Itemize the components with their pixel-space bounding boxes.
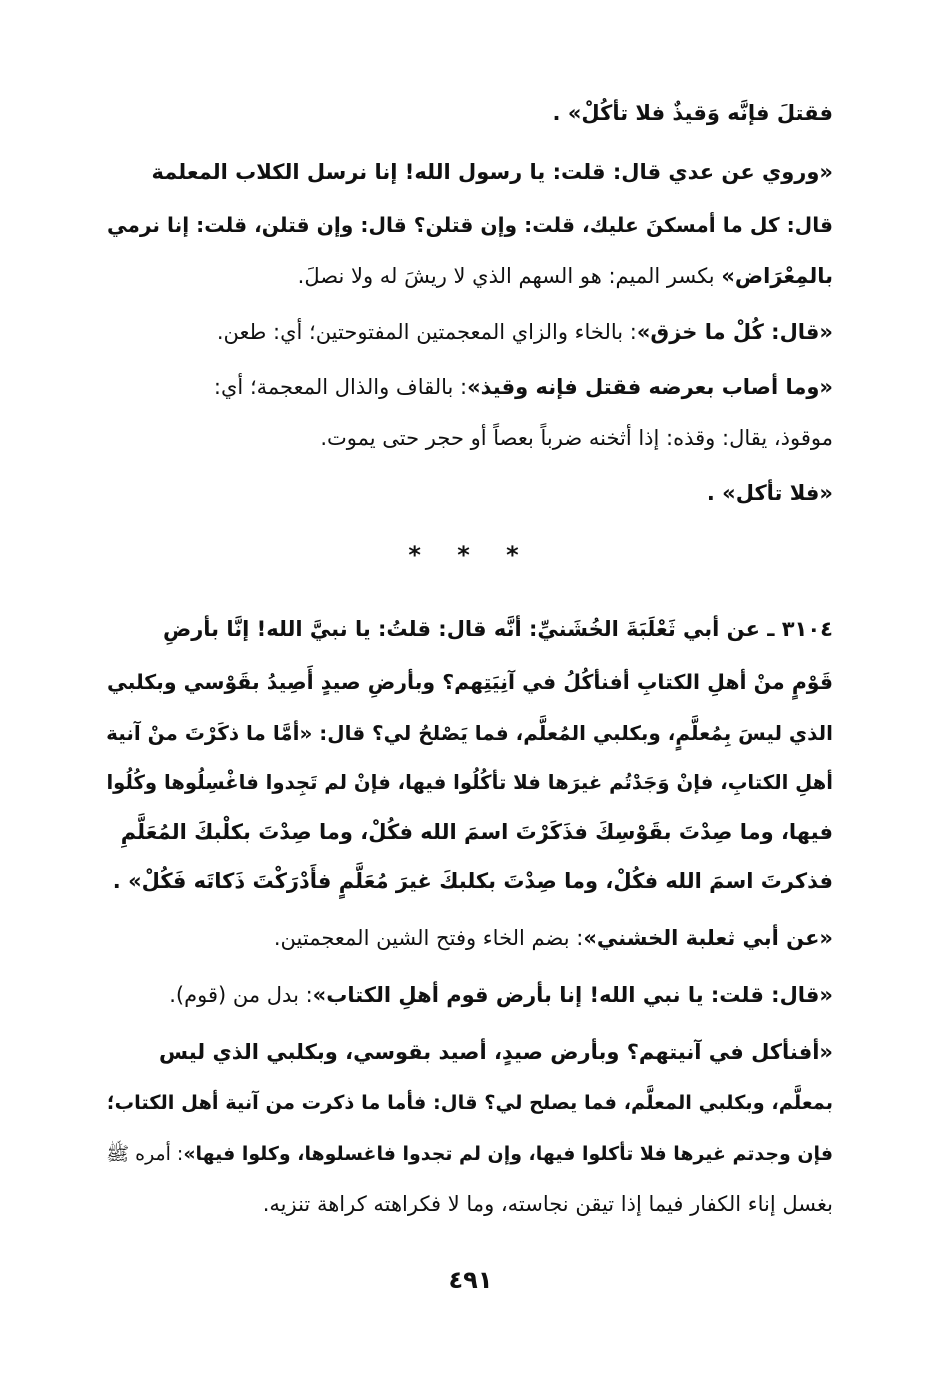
bold-text: «قال: كُلْ ما خزق» xyxy=(636,320,833,344)
text-line xyxy=(106,261,833,291)
bold-text: قال: كل ما أمسكنَ عليك، قلت: وإن قتلن؟ قال: وإن قتلن، قلت: إنا نرمي xyxy=(106,213,833,237)
text-line xyxy=(106,210,833,240)
bold-text: الذي ليسَ بِمُعلَّمٍ، وبكلبي المُعلَّم، فما يَصْلحُ لي؟ قال: «أمَّا ما ذكَرْتَ منْ آنية xyxy=(106,721,833,745)
text-line xyxy=(106,980,833,1010)
regular-text: : أمره ﷺ xyxy=(106,1143,184,1165)
text-line xyxy=(106,372,833,402)
bold-text: بمعلَّم، وبكلبي المعلَّم، فما يصلح لي؟ قال: فأما ما ذكرت من آنية أهل الكتاب؛ xyxy=(106,1091,833,1114)
text-line xyxy=(106,1139,833,1169)
bold-text: «وروي عن عدي قال: قلت: يا رسول الله! إنا نرسل الكلاب المعلمة xyxy=(151,160,833,184)
page-number: ٤٩١ xyxy=(448,1266,493,1294)
bold-text: أهلِ الكتابِ، فإنْ وَجَدْتُم غيرَها فلا تأكُلُوا فيها، فإنْ لم تَجِدوا فاغْسِلُوها وكُلُوا xyxy=(106,771,833,794)
regular-text: : بالخاء والزاي المعجمتين المفتوحتين؛ أي: طعن. xyxy=(216,320,637,344)
bold-text: «وما أصاب بعرضه فقتل فإنه وقيذ» xyxy=(467,375,833,399)
text-line xyxy=(106,157,833,187)
text-line xyxy=(106,768,833,798)
regular-text: بغسل إناء الكفار فيما إذا تيقن نجاسته، وما لا فكراهته كراهة تنزيه. xyxy=(262,1192,833,1216)
bold-text: ٣١٠٤ ـ عن أبي ثَعْلَبَةَ الخُشَنيِّ: أنَّه قال: قلتُ: يا نبيَّ الله! إنَّا بأرضِ xyxy=(162,617,833,641)
regular-text: : بالقاف والذال المعجمة؛ أي: xyxy=(213,375,468,399)
text-line xyxy=(106,98,833,128)
text-line xyxy=(106,1189,833,1219)
bold-text: بالمِعْرَاض» xyxy=(721,264,833,288)
bold-text: فقتلَ فإنَّه وَقيذٌ فلا تأكُلْ» . xyxy=(552,101,833,125)
text-line xyxy=(106,1088,833,1118)
text-line xyxy=(106,667,833,697)
bold-text: «قال: قلت: يا نبي الله! إنا بأرض قوم أهلِ الكتاب» xyxy=(312,983,833,1007)
text-line xyxy=(106,866,833,896)
text-line xyxy=(106,614,833,644)
regular-text: موقوذ، يقال: وقذه: إذا أثخنه ضرباً بعصاً أو حجر حتى يموت. xyxy=(320,426,833,450)
bold-text: «أفنأكل في آنيتهم؟ وبأرض صيدٍ، أصيد بقوسي، وبكلبي الذي ليس xyxy=(159,1040,833,1064)
section-separator: * * * xyxy=(408,541,533,569)
regular-text: : بدل من (قوم). xyxy=(169,983,313,1007)
bold-text: «عن أبي ثعلبة الخشني» xyxy=(583,926,833,950)
bold-text: فإن وجدتم غيرها فلا تأكلوا فيها، وإن لم تجدوا فاغسلوها، وكلوا فيها» xyxy=(183,1143,833,1165)
text-line xyxy=(106,718,833,748)
bold-text: فذكرتَ اسمَ الله فكُلْ، وما صِدْتَ بكلبكَ غيرَ مُعَلَّمٍ فأَدْرَكْتَ ذَكاتَه فَكُلْ» . xyxy=(112,869,833,893)
bold-text: «فلا تأكل» . xyxy=(706,481,833,505)
regular-text: بكسر الميم: هو السهم الذي لا ريشَ له ولا نصلَ. xyxy=(297,264,722,288)
bold-text: قَوْمٍ منْ أهلِ الكتابِ أفنأكُلُ في آنِيَتِهم؟ وبأرضِ صيدٍ أَصِيدُ بقَوْسي وبكلبي xyxy=(106,670,833,694)
text-line xyxy=(106,423,833,453)
text-line xyxy=(106,1037,833,1067)
text-line xyxy=(106,317,833,347)
bold-text: فيها، وما صِدْتَ بقَوْسِكَ فذَكَرْتَ اسمَ الله فكُلْ، وما صِدْتَ بكلْبكَ المُعَلَّمِ xyxy=(120,820,833,844)
regular-text: : بضم الخاء وفتح الشين المعجمتين. xyxy=(273,926,584,950)
text-line xyxy=(106,817,833,847)
text-line xyxy=(106,478,833,508)
text-line xyxy=(106,923,833,953)
